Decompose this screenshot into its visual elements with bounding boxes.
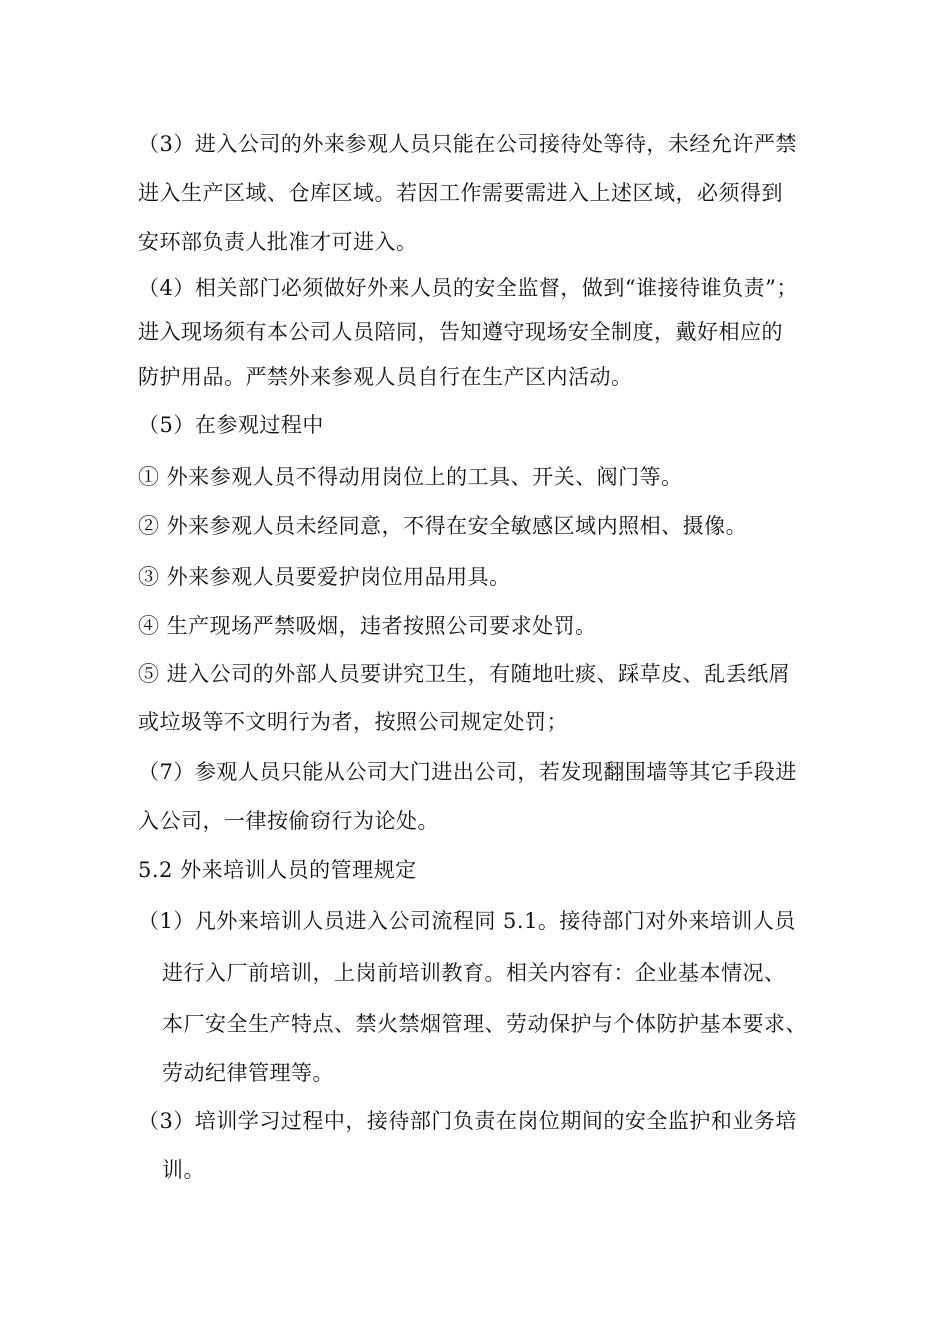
paragraph-4-line-1: （4）相关部门必须做好外来人员的安全监督，做到“谁接待谁负责”； <box>138 276 798 300</box>
training-paragraph-3-line-1: （3）培训学习过程中，接待部门负责在岗位期间的安全监护和业务培 <box>138 1109 797 1133</box>
training-paragraph-1-line-4: 劳动纪律管理等。 <box>162 1061 334 1085</box>
training-paragraph-1-line-1: （1）凡外来培训人员进入公司流程同 5.1。接待部门对外来培训人员 <box>138 909 796 933</box>
paragraph-7-line-2: 入公司，一律按偷窃行为论处。 <box>138 809 439 833</box>
paragraph-4-line-2: 进入现场须有本公司人员陪同，告知遵守现场安全制度，戴好相应的 <box>138 320 783 344</box>
training-paragraph-3-line-2: 训。 <box>162 1158 205 1182</box>
list-item-5-line-1: ⑤ 进入公司的外部人员要讲究卫生，有随地吐痰、踩草皮、乱丢纸屑 <box>138 662 791 686</box>
paragraph-3-line-2: 进入生产区域、仓库区域。若因工作需要需进入上述区域，必须得到 <box>138 181 783 205</box>
training-paragraph-1-line-2: 进行入厂前培训，上岗前培训教育。相关内容有：企业基本情况、 <box>162 961 786 985</box>
list-item-1: ① 外来参观人员不得动用岗位上的工具、开关、阀门等。 <box>138 465 683 489</box>
list-item-3: ③ 外来参观人员要爱护岗位用品用具。 <box>138 565 511 589</box>
list-item-4: ④ 生产现场严禁吸烟，违者按照公司要求处罚。 <box>138 614 597 638</box>
paragraph-4-line-3: 防护用品。严禁外来参观人员自行在生产区内活动。 <box>138 365 633 389</box>
section-5-2-heading: 5.2 外来培训人员的管理规定 <box>138 858 417 882</box>
list-item-2: ② 外来参观人员未经同意，不得在安全敏感区域内照相、摄像。 <box>138 514 748 538</box>
list-item-5-line-2: 或垃圾等不文明行为者，按照公司规定处罚； <box>138 710 568 734</box>
paragraph-7-line-1: （7）参观人员只能从公司大门进出公司，若发现翻围墙等其它手段进 <box>138 760 797 784</box>
training-paragraph-1-line-3: 本厂安全生产特点、禁火禁烟管理、劳动保护与个体防护基本要求、 <box>162 1012 807 1036</box>
paragraph-5-heading: （5）在参观过程中 <box>138 413 324 437</box>
paragraph-3-line-3: 安环部负责人批准才可进入。 <box>138 230 418 254</box>
paragraph-3-line-1: （3）进入公司的外来参观人员只能在公司接待处等待，未经允许严禁 <box>138 132 797 156</box>
